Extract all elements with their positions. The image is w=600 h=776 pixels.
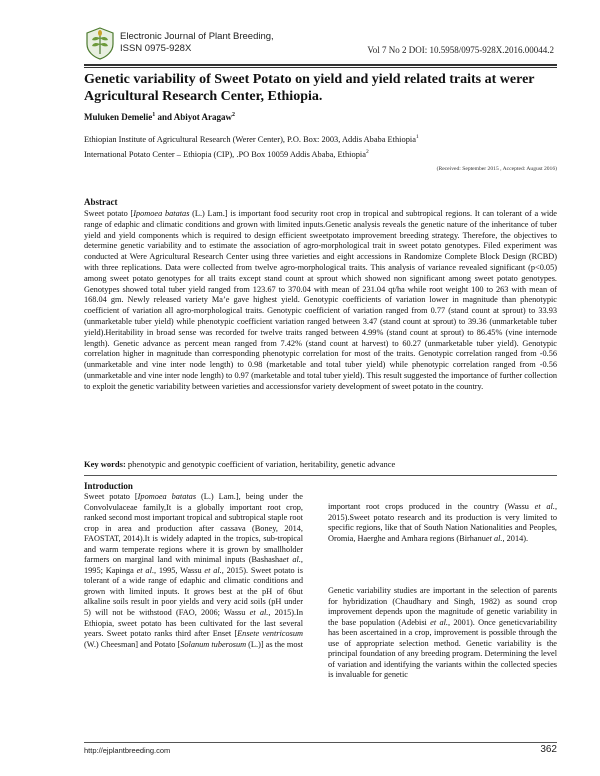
affiliation-2-text: International Potato Center – Ethiopia (CIP), .PO Box 10059 Addis Ababa, Ethiopia <box>84 150 366 160</box>
affiliation-1 <box>84 131 559 146</box>
footer-url[interactable]: http://ejplantbreeding.com <box>84 746 171 755</box>
journal-issn: ISSN 0975-928X <box>120 43 192 54</box>
author-1-sup: 1 <box>152 112 156 118</box>
header-rule-thin <box>84 67 557 68</box>
abstract-body: (L.) Lam.] is important food security root crop in tropical and subtropical regions. It can tolerant of a wide range of edaphic and climatic conditions and grown with limited inputs.Genetic analysis reveals the genetic nature of the inheritance of tuber yield and yield components which is required to design efficient sweetpotato improvement breeding strategy. Therefore, the objectives to determine genetic variability and to estimate the association of agro-morphological trait in sweet potato genotypes. Filed experiment was conducted at Were Agricultural Research Center using three varieties and eight accessions in Randomize Complete Block Design (RCBD) with three replications. Data were collected from twelve agro-morphological traits. This analysis of variance revealed significant (p<0.05) among sweet potato genotypes for all traits except stand count at sprout which showed non significant among sweet potato genotypes. Genotypes showed total tuber yield ranged from 123.67 to 370.04 with mean of 231.04 qt/ha while root weight 100 to 263 with mean of 168.04 gm. Newly released variety Ma’e gave highest yield. Genotypic coefficients of variation lower in magnitude than phenotypic coefficient of variation all agro-morphological traits. Genotypic coefficient of variation ranged from 0.77 (stand count at sprout) to 33.93 (unmarketable tuber yield) while phenotypic coefficient variation ranged between 3.47 (stand count at sprout) to 39.36 (unmarketable tuber yield).Heritability in broad sense was recorded for twelve traits ranged between 4.99% (stand count at sprout) to 86.45% (vine internode length). Genetic advance as percent mean ranged from 7.42% (stand count at harvest) to 60.27 (unmarketable tuber yield). Genotypic correlation higher in magnitude than corresponding phenotypic correlation for most of the traits. Genotypic correlation ranged from -0.56 (unmarketable and vine inter node length) to 0.98 (marketable and total tuber yield) while phenotypic correlation ranged from -0.56 (unmarketable and vine inter node length) to 0.97 (marketable and total tuber yield). This result suggested the importance of further collection to exploit the genetic variability between varieties and accessionsfor variety development of sweet potato in the country. <box>84 209 557 391</box>
abstract-species: Ipomoea batatas <box>133 209 190 218</box>
author-2-sup: 2 <box>232 112 236 118</box>
journal-logo-icon <box>84 26 116 60</box>
et-al: et al. <box>249 608 269 618</box>
journal-header <box>84 26 554 64</box>
intro-text: , 2015).Sweet potato research and its production is very limited to specific regions, like that of South Nation Nationalities and Peoples, Oromia, Haerghe and Amhara regions (Birhanu <box>328 502 558 543</box>
keywords-rule <box>84 475 557 476</box>
intro-text: (W.) Cheesman] and Potato [ <box>84 639 181 649</box>
et-al: et al. <box>534 502 555 511</box>
intro-text: important root crops produced in the country (Wassu <box>328 502 535 511</box>
intro-text: ., 1995, Wassu <box>151 565 205 575</box>
affiliation-1-sup: 1 <box>415 134 419 140</box>
journal-title: Electronic Journal of Plant Breeding, <box>120 31 274 42</box>
author-1: Muluken Demelie <box>84 112 153 122</box>
et-al: et al. <box>282 555 301 565</box>
intro-text: , 2001). Once geneticvariability has been ascertained in a crop, improvement is possible through the use of appropriate selection method. Genetic variability is the principal foundation of any breeding program. Determining the level of variation and identifying the variants within the collected species is invaluable for genetic <box>328 617 557 680</box>
journal-name <box>120 31 274 55</box>
et-al: et al. <box>204 565 222 575</box>
affiliation-2 <box>84 146 559 161</box>
paper-title: Genetic variability of Sweet Potato on yield and yield related traits at werer Agricultural Research Center, Ethiopia. <box>84 72 535 104</box>
intro-text: , 2015). Sweet potato is tolerant of a wide range of edaphic and climatic conditions and grown with limited inputs. It grows best at the pH of 6but alkaline soils result in poor yields and very acid soils (pH under 5) will not be withstood (FAO, 2006; Wassu <box>84 565 303 618</box>
intro-text: (L.) Lam.], being under the Convolvulaceae family,It is a globally important root crop, ranked second most important tropical and subtropical staple root crop in area and production after cassava (Boney, 2014, FAOSTAT, 2014).It is widely adapted in the tropics, sub-tropical and warm temperate regions where it is grown by smallholder farmers on marginal land with minimal inputs (Bashasha <box>84 492 303 565</box>
intro-text: Sweet potato [ <box>84 492 138 501</box>
introduction-heading: Introduction <box>84 481 133 491</box>
intro-column-1 <box>84 492 303 650</box>
species-name: Ipomoea batatas <box>137 492 197 501</box>
author-2: Abiyot Aragaw <box>173 112 233 122</box>
keywords-text: phenotypic and genotypic coefficient of variation, heritability, genetic advance <box>125 459 396 469</box>
header-rule <box>84 64 557 66</box>
abstract-heading: Abstract <box>84 197 118 207</box>
keywords-label: Key words: <box>84 459 126 469</box>
et-al: et al. <box>430 617 448 627</box>
affiliation-2-sup: 2 <box>365 149 369 156</box>
abstract-prefix: Sweet potato [ <box>84 209 134 218</box>
author-conj: and <box>155 112 174 122</box>
intro-text: Genetic variability studies are important in the selection of parents for hybridization (Chaudhary and Singh, 1982) as sound crop improvement depends upon the magnitude of genetic variability in the base population (Adebisi <box>328 586 557 627</box>
intro-text: , 2015).In Ethiopia, sweet potato has been cultivated for the last several years. Sweet potato ranks third after Enset [ <box>84 608 303 639</box>
authors <box>84 112 235 122</box>
page-number: 362 <box>540 744 557 755</box>
intro-text: , 2014). <box>502 533 529 543</box>
species-name: Solanum tuberosum <box>180 639 247 649</box>
footer-rule <box>84 742 557 743</box>
keywords <box>84 459 557 469</box>
affiliations <box>84 131 559 162</box>
affiliation-1-text: Ethiopian Institute of Agricultural Research (Werer Center), P.O. Box: 2003, Addis Ababa Ethiopia <box>84 134 416 144</box>
et-al: et al. <box>485 533 503 543</box>
species-name: Ensete ventricosum <box>237 629 303 639</box>
intro-column-2-para-2 <box>328 586 557 681</box>
volume-doi: Vol 7 No 2 DOI: 10.5958/0975-928X.2016.00044.2 <box>367 45 554 55</box>
received-accepted-dates: (Received: September 2015 , Accepted: August 2016) <box>436 166 557 172</box>
intro-text: (L.)] as the most <box>246 639 304 649</box>
intro-column-2-para-1 <box>328 502 557 544</box>
et-al: et al <box>136 565 152 575</box>
abstract-text <box>84 209 557 393</box>
intro-text: , 1995; Kapinga <box>84 555 303 575</box>
